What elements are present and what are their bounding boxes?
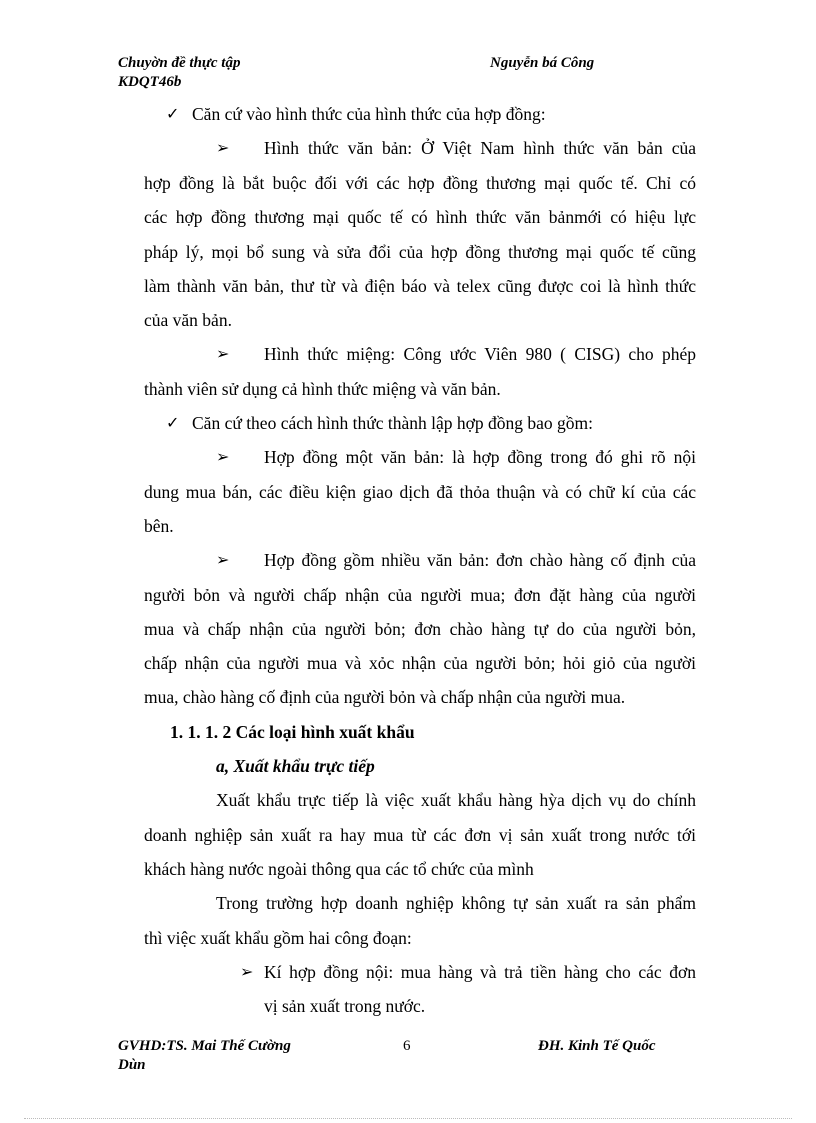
header-left-title: Chuyờn đề thực tập — [118, 55, 241, 71]
paragraph-line: bên. — [144, 516, 174, 536]
paragraph-line: Hình thức miệng: Công ước Viên 980 ( CISG) cho phép — [264, 344, 696, 364]
paragraph-line: Kí hợp đồng nội: mua hàng và trả tiền hàng cho các đơn — [264, 962, 696, 982]
paragraph-line: Căn cứ vào hình thức của hình thức của hợp đồng: — [192, 104, 546, 124]
paragraph-line: Trong trường hợp doanh nghiệp không tự sản xuất ra sản phẩm — [216, 893, 696, 913]
paragraph-line: làm thành văn bản, thư từ và điện báo và telex cũng được coi là hình thức — [144, 276, 696, 296]
paragraph-line: chấp nhận của người mua và xỏc nhận của người bỏn; hỏi giỏ của người — [144, 653, 696, 673]
paragraph-line: Hợp đồng gồm nhiều văn bản: đơn chào hàng cố định của — [264, 550, 696, 570]
checkmark-icon: ✓ — [166, 104, 180, 123]
footer-advisor: GVHD:TS. Mai Thế Cường — [118, 1038, 291, 1054]
arrow-bullet-icon: ➢ — [216, 550, 230, 569]
paragraph-line: doanh nghiệp sản xuất ra hay mua từ các đơn vị sản xuất trong nước tới — [144, 825, 696, 845]
paragraph-line: pháp lý, mọi bổ sung và sửa đổi của hợp đồng thương mại quốc tế cũng — [144, 242, 696, 262]
footer-university: ĐH. Kinh Tế Quốc — [538, 1038, 656, 1054]
paragraph-line: các hợp đồng thương mại quốc tế có hình thức văn bảnmới có hiệu lực — [144, 207, 696, 227]
paragraph-line: mua, chào hàng cố định của người bỏn và chấp nhận của người mua. — [144, 687, 626, 707]
paragraph-line: thì việc xuất khẩu gồm hai công đoạn: — [144, 928, 412, 948]
paragraph-line: người bỏn và người chấp nhận của người mua; đơn đặt hàng của người — [144, 585, 696, 605]
section-heading: 1. 1. 1. 2 Các loại hình xuất khẩu — [170, 722, 415, 742]
subsection-heading: a, Xuất khẩu trực tiếp — [216, 756, 375, 776]
header-right-author: Nguyễn bá Công — [490, 55, 595, 71]
paragraph-line: vị sản xuất trong nước. — [264, 996, 426, 1016]
paragraph-line: thành viên sử dụng cả hình thức miệng và văn bản. — [144, 379, 501, 399]
arrow-bullet-icon: ➢ — [216, 138, 230, 157]
paragraph-line: mua và chấp nhận của người bỏn; đơn chào hàng tự do của người bỏn, — [144, 619, 696, 639]
checkmark-icon: ✓ — [166, 413, 180, 432]
paragraph-line: khách hàng nước ngoài thông qua các tổ chức của mình — [144, 859, 534, 879]
paragraph-line: Xuất khẩu trực tiếp là việc xuất khẩu hàng hỳa dịch vụ do chính — [216, 790, 696, 810]
page-number: 6 — [403, 1038, 411, 1054]
footer-advisor-continued: Dùn — [118, 1057, 146, 1073]
paragraph-line: Hình thức văn bản: Ở Việt Nam hình thức văn bản của — [264, 138, 696, 158]
arrow-bullet-icon: ➢ — [216, 344, 230, 363]
arrow-bullet-icon: ➢ — [240, 962, 254, 981]
paragraph-line: dung mua bán, các điều kiện giao dịch đã thỏa thuận và có chữ kí của các — [144, 482, 696, 502]
paragraph-line: hợp đồng là bắt buộc đối với các hợp đồng thương mại quốc tế. Chỉ có — [144, 173, 696, 193]
arrow-bullet-icon: ➢ — [216, 447, 230, 466]
paragraph-line: Hợp đồng một văn bản: là hợp đồng trong đó ghi rõ nội — [264, 447, 696, 467]
paragraph-line: Căn cứ theo cách hình thức thành lập hợp đồng bao gồm: — [192, 413, 593, 433]
paragraph-line: của văn bản. — [144, 310, 232, 330]
header-left-class: KDQT46b — [118, 74, 182, 90]
page-bottom-divider — [24, 1118, 792, 1119]
